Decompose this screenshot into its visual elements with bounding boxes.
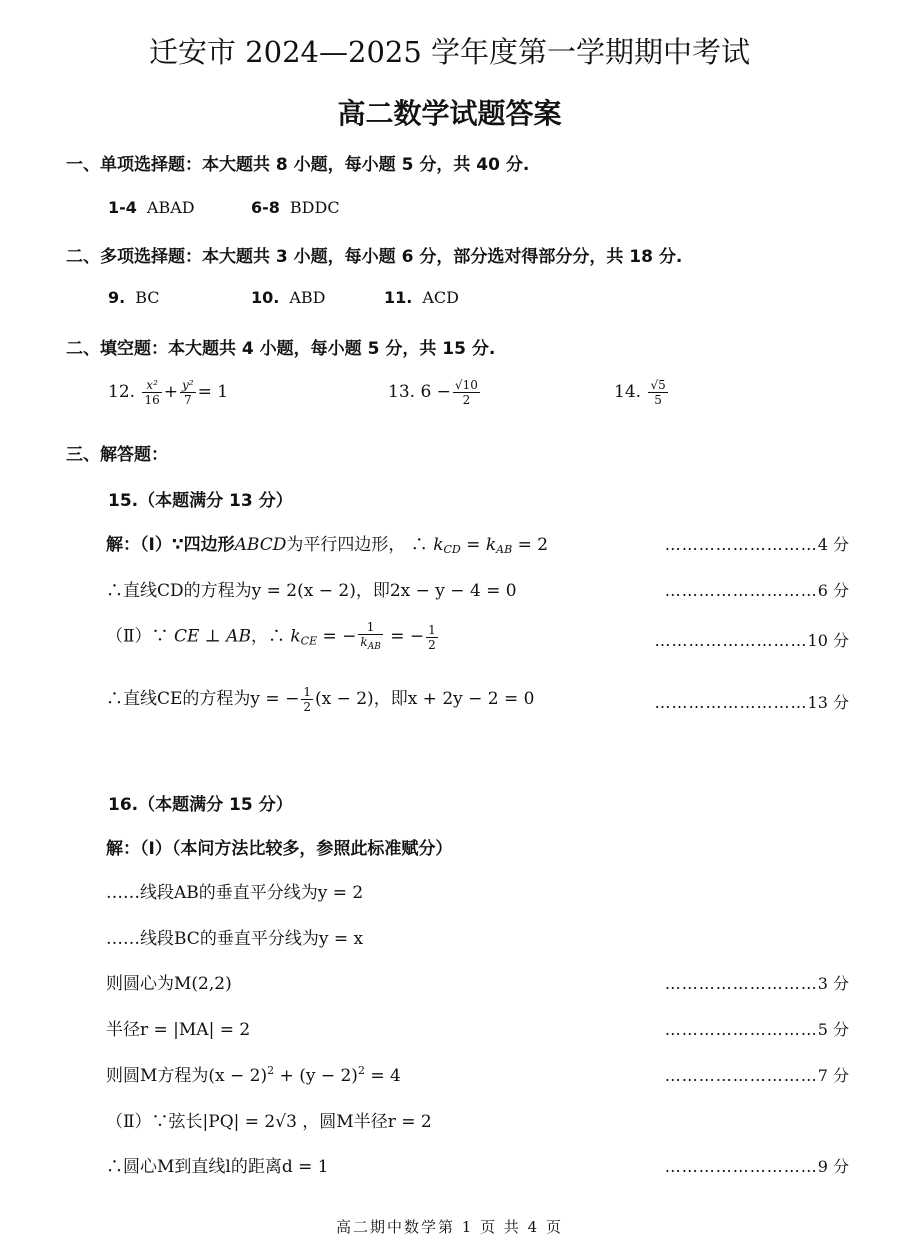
score-marker: ………………………13 分: [654, 693, 849, 712]
answer-number: 6-8: [251, 198, 280, 217]
answer-number: 10.: [251, 288, 280, 307]
answer-number: 12.: [108, 382, 136, 402]
section2-heading: 二、多项选择题：本大题共 3 小题，每小题 6 分，部分选对得部分分，共 18 分.: [66, 247, 683, 267]
q16-line-7: ∴圆心M到直线l的距离d = 1: [106, 1157, 329, 1177]
q16-line-4: 半径r = |MA| = 2: [106, 1020, 251, 1040]
fraction: $\frac{1}{k_{AB}}$: [360, 620, 381, 652]
section1-heading: 一、单项选择题：本大题共 8 小题，每小题 5 分，共 40 分.: [66, 155, 530, 175]
score-marker: ………………………10 分: [654, 631, 849, 650]
answer-value: BDDC: [289, 198, 340, 217]
answer-13: 13. 6 − $\frac{√10}{2}$: [388, 378, 478, 407]
fraction: $\frac{\text{x²}}{16}$: [144, 378, 160, 407]
q16-line-1: ……线段AB的垂直平分线为y = 2: [106, 883, 364, 903]
score-marker: ………………………5 分: [664, 1020, 849, 1039]
answer-number: 1-4: [108, 198, 137, 217]
answer-value: ABAD: [146, 198, 195, 217]
answer-number: 14.: [614, 382, 642, 402]
score-marker: ………………………6 分: [664, 581, 849, 600]
q16-line-6: （Ⅱ）∵弦长|PQ| = 2√3 ，圆M半径r = 2: [106, 1112, 432, 1132]
answer-value: ACD: [422, 288, 459, 307]
answer-1-4: [108, 198, 195, 217]
answer-11: [384, 288, 459, 307]
q15-line-2: ∴直线CD的方程为y = 2(x − 2)，即2x − y − 4 = 0: [106, 581, 517, 601]
q15-line-1: 解：（Ⅰ）∵四边形ABCD为平行四边形， ∴ $k_{CD} = k_{AB} = 2$: [106, 535, 549, 556]
score-marker: ………………………9 分: [664, 1157, 849, 1176]
q16-line-3: 则圆心为M(2,2): [106, 974, 232, 994]
q16-line-2: ……线段BC的垂直平分线为y = x: [106, 929, 364, 949]
section3-heading: 二、填空题：本大题共 4 小题，每小题 5 分，共 15 分.: [66, 339, 496, 359]
answer-value: BC: [135, 288, 160, 307]
score-marker: ………………………4 分: [664, 535, 849, 554]
page-footer: 高二期中数学第 1 页 共 4 页: [336, 1218, 563, 1236]
fraction: $\frac{√10}{2}$: [454, 378, 478, 407]
answer-10: [251, 288, 325, 307]
answer-14: [614, 378, 670, 407]
fraction: $\frac{1}{2}$: [303, 685, 311, 714]
exam-title: 迁安市 2024—2025 学年度第一学期期中考试: [148, 35, 751, 69]
score-marker: ………………………3 分: [664, 974, 849, 993]
q15-line-4: ∴直线CE的方程为y = − $\frac{1}{2}$ (x − 2)，即x + 2y − 2 = 0: [106, 685, 535, 714]
q16-intro: 解：（Ⅰ）（本问方法比较多，参照此标准赋分）: [106, 839, 453, 859]
section4-heading: 三、解答题：: [66, 445, 168, 465]
answer-value: ABD: [289, 288, 326, 307]
q16-heading: 16.（本题满分 15 分）: [108, 795, 293, 815]
answer-number: 13.: [388, 382, 416, 402]
answer-12: 12. $\frac{\text{x²}}{16}$ + $\frac{\text{y²}}{7}$ = 1: [108, 378, 229, 407]
q16-line-5: 则圆M方程为$(x - 2)^2 + (y - 2)^2 = 4$: [106, 1064, 401, 1086]
q15-heading: 15.（本题满分 13 分）: [108, 491, 293, 511]
q15-line-3: （Ⅱ）∵ CE ⊥ AB，∴ $k_{CE}$ = − $\frac{1}{k_{AB}}$ = − $\frac{1}{2}$: [106, 620, 436, 652]
answer-number: 11.: [384, 288, 413, 307]
fraction: $\frac{\text{y²}}{7}$: [181, 378, 194, 407]
fraction: $\frac{√5}{5}$: [650, 378, 666, 407]
answer-6-8: [251, 198, 340, 217]
answer-9: [108, 288, 160, 307]
answer-number: 9.: [108, 288, 126, 307]
score-marker: ………………………7 分: [664, 1066, 849, 1085]
fraction: $\frac{1}{2}$: [428, 622, 436, 652]
exam-subtitle: 高二数学试题答案: [337, 97, 562, 130]
